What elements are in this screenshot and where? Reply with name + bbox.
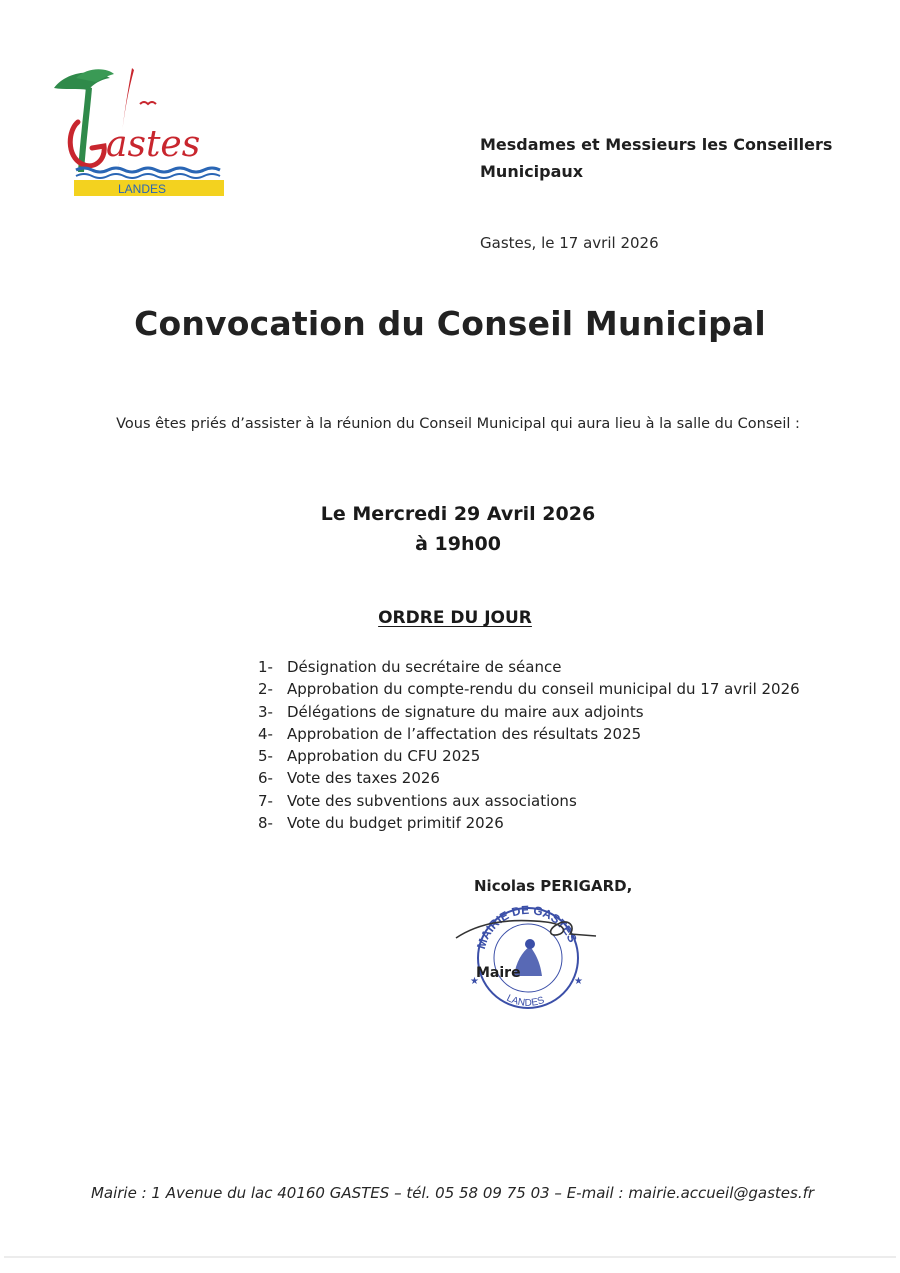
agenda-item — [258, 723, 800, 745]
agenda-item-text: Approbation du CFU 2025 — [287, 747, 481, 766]
meeting-datetime — [0, 499, 900, 559]
agenda-item — [258, 656, 800, 678]
mairie-stamp — [450, 900, 600, 1012]
agenda-item-number: 2- — [258, 680, 273, 699]
recipients-line-2: Municipaux — [480, 162, 584, 181]
agenda-item-text: Délégations de signature du maire aux adjoints — [287, 702, 644, 721]
agenda-heading: ORDRE DU JOUR — [378, 608, 532, 628]
meeting-time: à 19h00 — [415, 533, 501, 555]
official-stamp-icon — [450, 900, 600, 1012]
agenda-item — [258, 745, 800, 767]
gastes-logo-icon — [48, 60, 228, 202]
agenda-item-number: 7- — [258, 791, 273, 810]
recipients-block — [480, 131, 880, 185]
recipients-line-1: Mesdames et Messieurs les Conseillers — [480, 135, 833, 154]
agenda-item — [258, 812, 800, 834]
agenda-item — [258, 767, 800, 789]
agenda-list — [258, 656, 800, 834]
svg-text:LANDES: LANDES — [504, 992, 546, 1009]
agenda-item-text: Approbation du compte-rendu du conseil municipal du 17 avril 2026 — [287, 680, 800, 699]
agenda-item-number: 3- — [258, 702, 273, 721]
signer-role: Maire — [476, 965, 521, 981]
invitation-text: Vous êtes priés d’assister à la réunion du Conseil Municipal qui aura lieu à la salle du Conseil : — [116, 416, 800, 432]
agenda-item — [258, 678, 800, 700]
agenda-item-number: 4- — [258, 724, 273, 743]
agenda-item — [258, 790, 800, 812]
agenda-item-number: 6- — [258, 769, 273, 788]
agenda-item-text: Vote des taxes 2026 — [287, 769, 440, 788]
svg-text:★: ★ — [470, 976, 479, 987]
agenda-item-text: Vote du budget primitif 2026 — [287, 814, 504, 833]
footer-contact: Mairie : 1 Avenue du lac 40160 GASTES – tél. 05 58 09 75 03 – E-mail : mairie.accueil@gastes.fr — [90, 1184, 815, 1202]
agenda-item-text: Vote des subventions aux associations — [287, 791, 577, 810]
svg-text:★: ★ — [574, 976, 583, 987]
document-title: Convocation du Conseil Municipal — [134, 304, 766, 343]
gastes-logo — [48, 60, 228, 202]
meeting-day: Le Mercredi 29 Avril 2026 — [320, 503, 596, 525]
svg-text:astes: astes — [106, 124, 201, 165]
agenda-item-text: Approbation de l’affectation des résultats 2025 — [287, 724, 642, 743]
svg-text:LANDES: LANDES — [118, 182, 167, 196]
agenda-item-text: Désignation du secrétaire de séance — [287, 658, 562, 676]
agenda-item-number: 8- — [258, 814, 273, 833]
signer-name: Nicolas PERIGARD, — [474, 877, 633, 895]
bottom-divider — [4, 1256, 896, 1258]
agenda-item-number: 5- — [258, 747, 273, 766]
svg-text:MAIRIE DE GASTES: MAIRIE DE GASTES — [473, 902, 580, 951]
place-date: Gastes, le 17 avril 2026 — [480, 234, 659, 252]
agenda-item-number: 1- — [258, 658, 273, 676]
agenda-item — [258, 701, 800, 723]
